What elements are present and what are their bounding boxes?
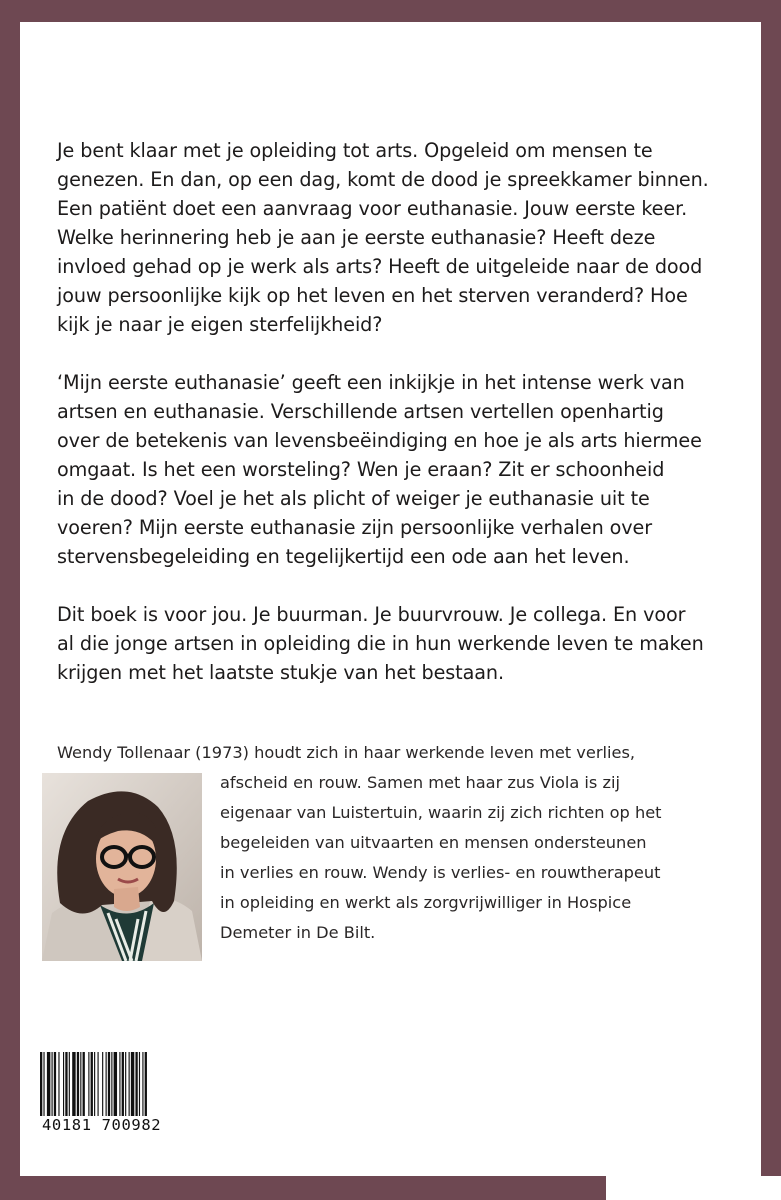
- back-cover-blurb: [57, 136, 717, 716]
- blurb-paragraph-2: ‘Mijn eerste euthanasie’ geeft een inkijkje in het intense werk van artsen en euthanasie. Verschillende artsen vertellen openhartig over de betekenis van levensbeëindiging en hoe je als arts hiermee omgaat. Is het een worsteling? Wen je eraan? Zit er schoonheid in de dood? Voel je het als plicht of weiger je euthanasie uit te voeren? Mijn eerste euthanasie zijn persoonlijke verhalen over stervensbegeleiding en tegelijkertijd een ode aan het leven.: [57, 371, 702, 568]
- author-bio-first-line: Wendy Tollenaar (1973) houdt zich in haar werkende leven met verlies,: [57, 743, 636, 762]
- author-bio-text: afscheid en rouw. Samen met haar zus Viola is zij eigenaar van Luistertuin, waarin zij zich richten op het begeleiden van uitvaarten en mensen ondersteunen in verlies en rouw. Wendy is verlies- en rouwtherapeut in opleiding en werkt als zorgvrijwilliger in Hospice Demeter in De Bilt.: [220, 773, 662, 942]
- isbn-barcode: [38, 1052, 204, 1138]
- barcode-bars-icon: [38, 1052, 204, 1120]
- author-photo: [42, 773, 202, 961]
- blurb-paragraph-1: Je bent klaar met je opleiding tot arts. Opgeleid om mensen te genezen. En dan, op een dag, komt de dood je spreekkamer binnen. Een patiënt doet een aanvraag voor euthanasie. Jouw eerste keer. Welke herinnering heb je aan je eerste euthanasie? Heeft deze invloed gehad op je werk als arts? Heeft de uitgeleide naar de dood jouw persoonlijke kijk op het leven en het sterven veranderd? Hoe kijk je naar je eigen sterfelijkheid?: [57, 139, 709, 336]
- barcode-number: 40181 700982: [38, 1116, 208, 1134]
- blurb-paragraph-3: Dit boek is voor jou. Je buurman. Je buurvrouw. Je collega. En voor al die jonge artsen in opleiding die in hun werkende leven te maken krijgen met het laatste stukje van het bestaan.: [57, 603, 704, 684]
- page-edge-strip: [606, 1176, 781, 1200]
